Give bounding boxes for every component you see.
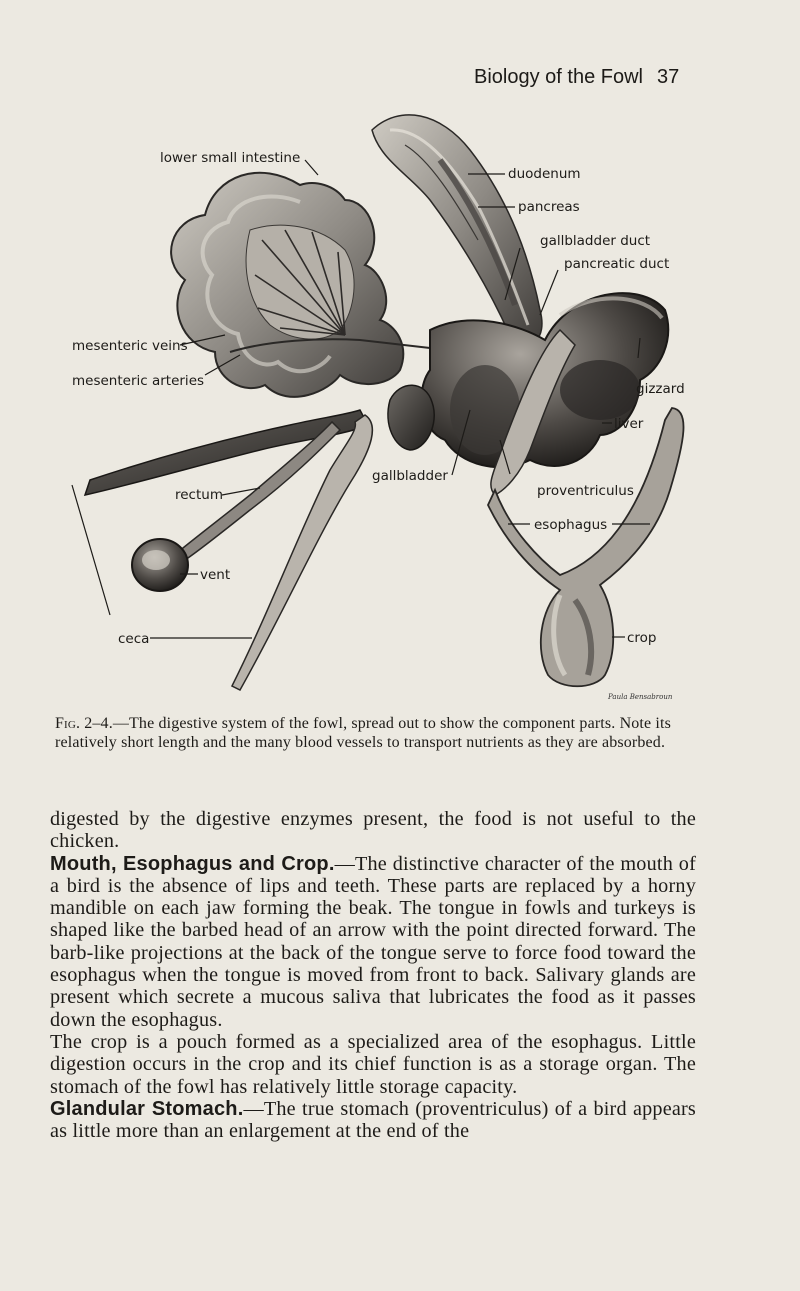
paragraph-1: digested by the digestive enzymes present, the food is not useful to the chicken. (50, 808, 696, 853)
label-ceca: ceca (118, 631, 150, 647)
duodenum-shape (372, 115, 542, 345)
artist-signature: Paula Bensabroun (608, 693, 673, 701)
body-text (50, 808, 696, 1142)
gallbladder-shape (388, 385, 434, 450)
section-heading-mouth: Mouth, Esophagus and Crop. (50, 852, 335, 875)
figure-caption (55, 714, 695, 752)
label-duodenum: duodenum (508, 166, 581, 182)
label-esophagus: esophagus (534, 517, 608, 533)
running-title: Biology of the Fowl (474, 66, 643, 88)
label-liver: liver (614, 416, 644, 432)
label-mesenteric-arteries: mesenteric arteries (72, 373, 205, 389)
paragraph-4 (50, 1098, 696, 1143)
label-gallbladder: gallbladder (372, 468, 448, 484)
label-proventriculus: proventriculus (537, 483, 634, 499)
small-intestine-shape (171, 173, 430, 397)
label-gallbladder-duct: gallbladder duct (540, 233, 651, 249)
page-number: 37 (656, 66, 680, 88)
paragraph-3: The crop is a pouch formed as a specialized area of the esophagus. Little digestion occurs in the crop and its chief function is as a storage organ. The stomach of the fowl has relatively little storage capacity. (50, 1030, 696, 1098)
running-head (474, 66, 679, 89)
label-vent: vent (200, 567, 231, 583)
label-mesenteric-veins: mesenteric veins (72, 338, 188, 354)
label-pancreas: pancreas (518, 199, 580, 215)
label-pancreatic-duct: pancreatic duct (564, 256, 670, 272)
label-lower-small-intestine: lower small intestine (160, 150, 301, 166)
label-rectum: rectum (175, 487, 223, 503)
paragraph-2 (50, 853, 696, 1031)
caption-text: —The digestive system of the fowl, spread out to show the component parts. Note its relatively short length and the many blood vessels to transport nutrients as they are absorbed. (55, 715, 671, 751)
caption-number: Fig. 2–4. (55, 715, 113, 732)
label-crop: crop (627, 630, 657, 646)
section-heading-glandular: Glandular Stomach. (50, 1097, 244, 1120)
rectum-ceca-shape (85, 410, 372, 690)
section-text-glandular: —The true stomach (proventriculus) of a bird appears as little more than an enlargement at the end of the (50, 1097, 696, 1143)
section-text-mouth: —The distinctive character of the mouth of a bird is the absence of lips and teeth. These parts are replaced by a horny mandible on each jaw forming the beak. The tongue in fowls and turkeys is shaped like the barbed head of an arrow with the point directed forward. The barb-like projections at the back of the tongue serve to force food toward the esophagus when the tongue is moved from front to back. Salivary glands are present which secrete a mucous saliva that lubricates the food as it passes down the esophagus. (50, 852, 696, 1031)
digestive-system-illustration (0, 90, 800, 710)
label-gizzard: gizzard (636, 381, 685, 397)
